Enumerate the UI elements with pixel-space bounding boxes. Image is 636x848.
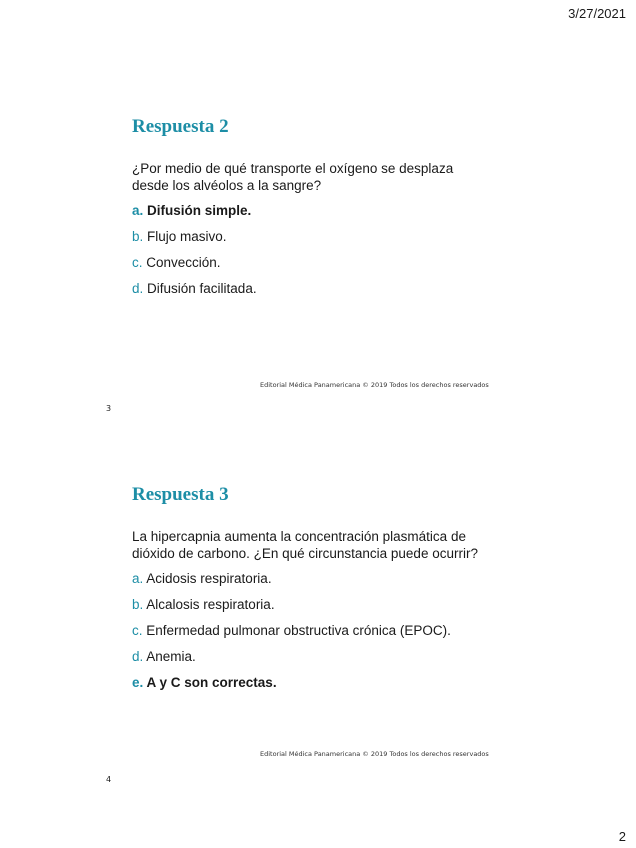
slide-number: 3 xyxy=(106,404,112,413)
option-letter: c. xyxy=(132,623,143,638)
option-letter: b. xyxy=(132,597,144,612)
option-c xyxy=(132,255,221,270)
option-b xyxy=(132,597,275,612)
slide-number: 4 xyxy=(106,775,112,784)
copyright-footer: Editorial Médica Panamericana © 2019 Todos los derechos reservados xyxy=(260,750,489,758)
option-text: Difusión facilitada. xyxy=(143,281,257,296)
option-text: Acidosis respiratoria. xyxy=(143,571,272,586)
option-c xyxy=(132,623,451,638)
option-letter: b. xyxy=(132,229,144,244)
option-text: Flujo masivo. xyxy=(143,229,227,244)
option-text: Enfermedad pulmonar obstructiva crónica (EPOC). xyxy=(142,623,451,638)
option-letter: a. xyxy=(132,203,144,218)
option-letter: d. xyxy=(132,649,144,664)
option-letter: a. xyxy=(132,571,144,586)
question-line: ¿Por medio de qué transporte el oxígeno se desplaza xyxy=(132,161,454,176)
option-d xyxy=(132,281,257,296)
option-text: Alcalosis respiratoria. xyxy=(143,597,275,612)
option-e xyxy=(132,675,277,690)
print-date: 3/27/2021 xyxy=(568,6,626,21)
question-line: dióxido de carbono. ¿En qué circunstancia puede ocurrir? xyxy=(132,546,478,561)
option-text: Difusión simple. xyxy=(143,203,252,218)
option-letter: c. xyxy=(132,255,143,270)
question-line: La hipercapnia aumenta la concentración plasmática de xyxy=(132,529,466,544)
question-text xyxy=(132,160,512,194)
copyright-footer: Editorial Médica Panamericana © 2019 Todos los derechos reservados xyxy=(260,381,489,389)
page-number: 2 xyxy=(618,829,626,844)
option-letter: e. xyxy=(132,675,144,690)
question-line: desde los alvéolos a la sangre? xyxy=(132,178,322,193)
option-text: Anemia. xyxy=(143,649,196,664)
slide-title: Respuesta 2 xyxy=(132,116,229,137)
question-text xyxy=(132,528,512,562)
slide-title: Respuesta 3 xyxy=(132,484,229,505)
option-d xyxy=(132,649,196,664)
option-text: Convección. xyxy=(142,255,221,270)
option-letter: d. xyxy=(132,281,144,296)
option-text: A y C son correctas. xyxy=(143,675,277,690)
option-a xyxy=(132,571,272,586)
option-b xyxy=(132,229,227,244)
option-a xyxy=(132,203,251,218)
